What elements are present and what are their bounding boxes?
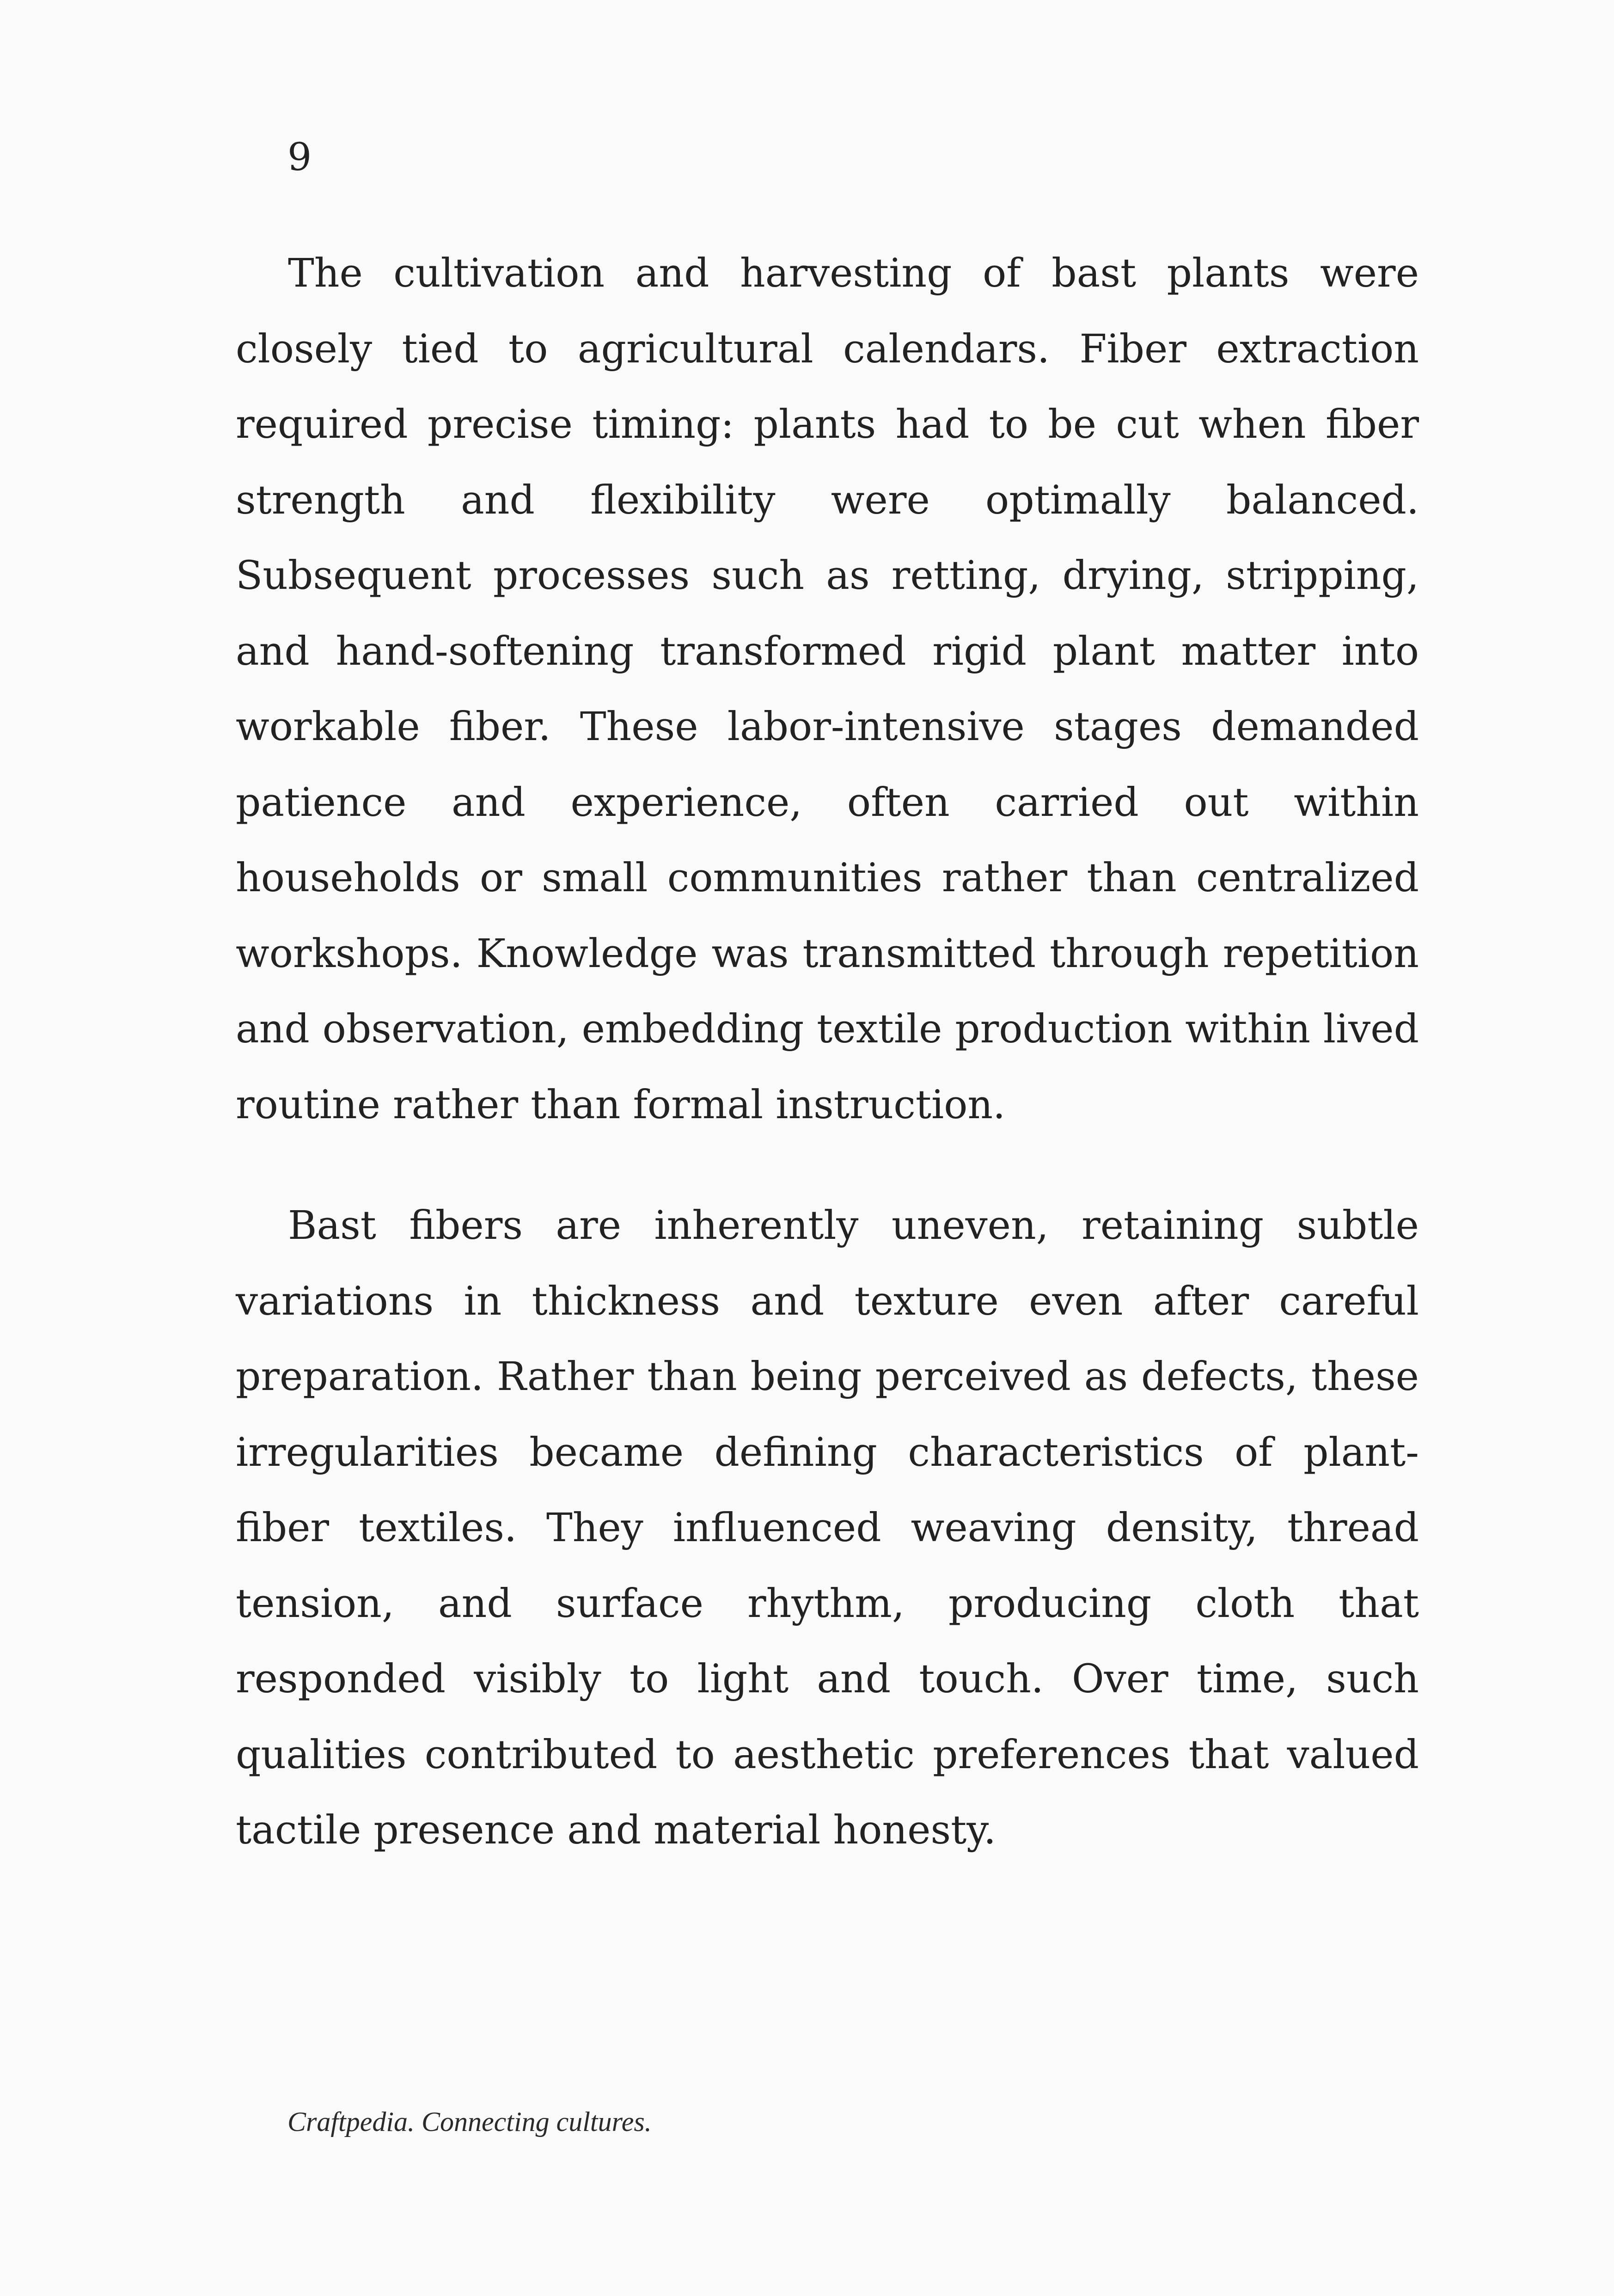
footer-tagline: Craftpedia. Connecting cultures. xyxy=(287,2106,652,2137)
page-number: 9 xyxy=(287,135,312,179)
paragraph-1: The cultivation and harvesting of bast plants were closely tied to agricultural calendars. Fiber extraction required precise timing: plants had to be cut when fiber strength and flexibility were optimally balanced. Subsequent processes such as retting, drying, stripping, and hand-softening transformed rigid plant matter into workable fiber. These labor-intensive stages demanded patience and experience, often carried out within households or small communities rather than centralized workshops. Knowledge was transmitted through repetition and observation, embedding textile production within lived routine rather than formal instruction. xyxy=(236,251,1419,1128)
body-text xyxy=(236,236,1419,1914)
paragraph-2: Bast fibers are inherently uneven, retaining subtle variations in thickness and texture even after careful preparation. Rather than being perceived as defects, these irregularities became defining characteristics of plant-fiber textiles. They influenced weaving density, thread tension, and surface rhythm, producing cloth that responded visibly to light and touch. Over time, such qualities contributed to aesthetic preferences that valued tactile presence and material honesty. xyxy=(236,1203,1419,1853)
